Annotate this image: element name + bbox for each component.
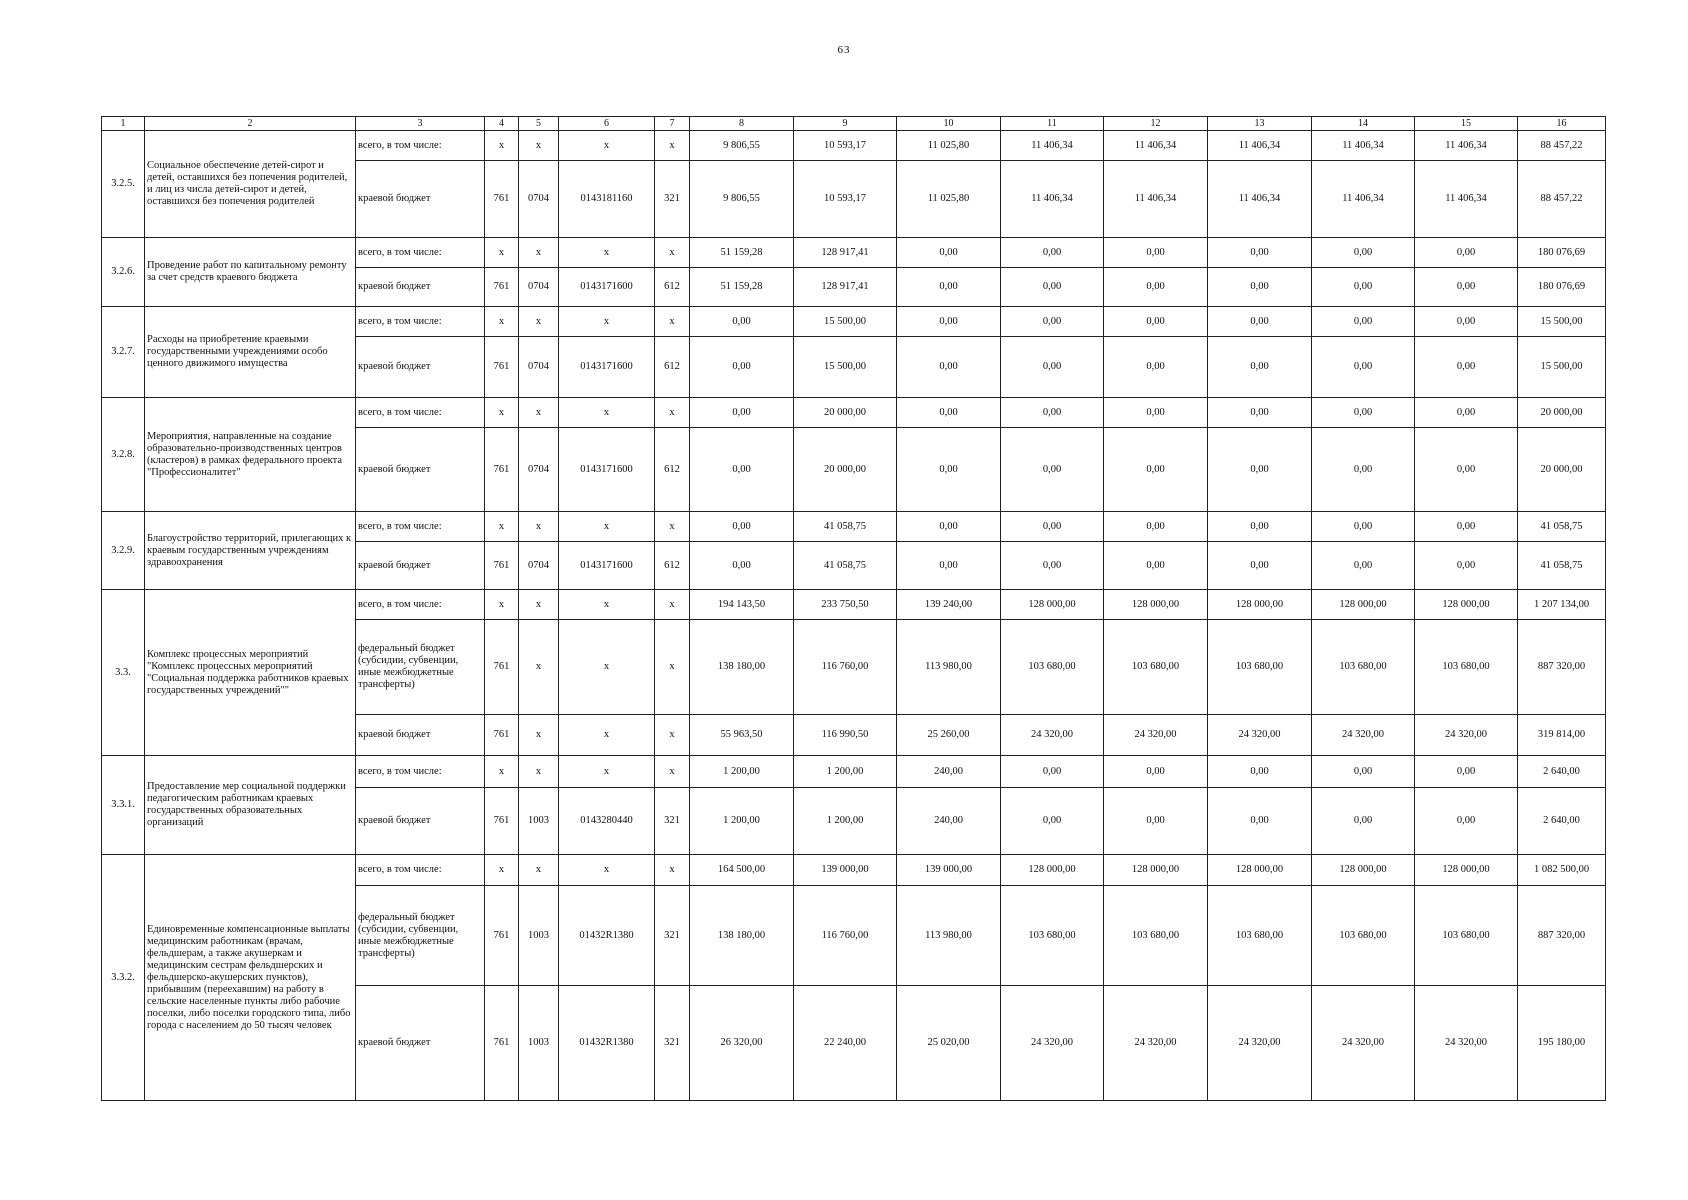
year-value: 0,00 — [1001, 756, 1104, 788]
section-code: x — [519, 620, 559, 715]
admin-code: 761 — [485, 715, 519, 756]
year-value: 25 260,00 — [897, 715, 1001, 756]
item-name: Благоустройство территорий, прилегающих к краевым государственным учреждениям здравоохранения — [145, 512, 356, 590]
funding-source: всего, в том числе: — [356, 756, 485, 788]
column-number: 7 — [655, 117, 690, 131]
year-value: 0,00 — [1104, 307, 1208, 337]
section-code: x — [519, 238, 559, 268]
total-value: 41 058,75 — [1518, 512, 1606, 542]
column-number: 11 — [1001, 117, 1104, 131]
item-name: Проведение работ по капитальному ремонту за счет средств краевого бюджета — [145, 238, 356, 307]
year-value: 24 320,00 — [1001, 986, 1104, 1101]
year-value: 0,00 — [1104, 542, 1208, 590]
table-row — [102, 131, 1606, 161]
year-value: 0,00 — [1312, 756, 1415, 788]
target-item-code: 0143171600 — [559, 542, 655, 590]
funding-source: краевой бюджет — [356, 268, 485, 307]
target-item-code: 0143171600 — [559, 428, 655, 512]
target-item-code: x — [559, 855, 655, 886]
funding-source: всего, в том числе: — [356, 131, 485, 161]
year-value: 1 200,00 — [794, 756, 897, 788]
year-value: 128 000,00 — [1312, 855, 1415, 886]
item-code: 3.3.2. — [102, 855, 145, 1101]
funding-source: всего, в том числе: — [356, 238, 485, 268]
section-code: 0704 — [519, 161, 559, 238]
year-value: 0,00 — [1208, 788, 1312, 855]
year-value: 139 000,00 — [794, 855, 897, 886]
year-value: 0,00 — [1104, 268, 1208, 307]
funding-source: краевой бюджет — [356, 337, 485, 398]
year-value: 240,00 — [897, 788, 1001, 855]
year-value: 0,00 — [897, 337, 1001, 398]
year-value: 233 750,50 — [794, 590, 897, 620]
year-value: 11 406,34 — [1001, 131, 1104, 161]
year-value: 0,00 — [1415, 337, 1518, 398]
expense-type-code: 612 — [655, 268, 690, 307]
year-value: 128 000,00 — [1104, 590, 1208, 620]
column-number: 10 — [897, 117, 1001, 131]
section-code: x — [519, 756, 559, 788]
year-value: 128 000,00 — [1208, 855, 1312, 886]
admin-code: 761 — [485, 268, 519, 307]
section-code: x — [519, 131, 559, 161]
year-value: 26 320,00 — [690, 986, 794, 1101]
year-value: 0,00 — [1104, 428, 1208, 512]
year-value: 103 680,00 — [1312, 886, 1415, 986]
year-value: 0,00 — [1104, 238, 1208, 268]
total-value: 88 457,22 — [1518, 131, 1606, 161]
section-code: 1003 — [519, 886, 559, 986]
year-value: 24 320,00 — [1208, 715, 1312, 756]
admin-code: 761 — [485, 542, 519, 590]
item-name: Расходы на приобретение краевыми государственными учреждениями особо ценного движимого имущества — [145, 307, 356, 398]
item-code: 3.2.5. — [102, 131, 145, 238]
year-value: 0,00 — [1415, 398, 1518, 428]
year-value: 128 000,00 — [1415, 590, 1518, 620]
total-value: 887 320,00 — [1518, 886, 1606, 986]
column-number-row — [102, 117, 1606, 131]
year-value: 9 806,55 — [690, 161, 794, 238]
expense-type-code: x — [655, 590, 690, 620]
year-value: 0,00 — [1001, 337, 1104, 398]
expense-type-code: x — [655, 307, 690, 337]
total-value: 15 500,00 — [1518, 307, 1606, 337]
table-row — [102, 756, 1606, 788]
year-value: 113 980,00 — [897, 886, 1001, 986]
item-name: Мероприятия, направленные на создание образовательно-производственных центров (кластеров) в рамках федерального проекта "Профессионалитет" — [145, 398, 356, 512]
year-value: 0,00 — [1208, 268, 1312, 307]
year-value: 0,00 — [897, 398, 1001, 428]
target-item-code: x — [559, 512, 655, 542]
year-value: 24 320,00 — [1415, 986, 1518, 1101]
target-item-code: x — [559, 238, 655, 268]
section-code: x — [519, 715, 559, 756]
year-value: 24 320,00 — [1312, 715, 1415, 756]
table-row — [102, 512, 1606, 542]
year-value: 11 406,34 — [1104, 131, 1208, 161]
year-value: 0,00 — [1415, 268, 1518, 307]
year-value: 103 680,00 — [1104, 886, 1208, 986]
year-value: 0,00 — [1415, 512, 1518, 542]
total-value: 195 180,00 — [1518, 986, 1606, 1101]
target-item-code: 0143181160 — [559, 161, 655, 238]
year-value: 11 406,34 — [1312, 161, 1415, 238]
year-value: 103 680,00 — [1415, 620, 1518, 715]
year-value: 0,00 — [1001, 398, 1104, 428]
year-value: 138 180,00 — [690, 620, 794, 715]
year-value: 24 320,00 — [1001, 715, 1104, 756]
column-number: 6 — [559, 117, 655, 131]
year-value: 0,00 — [690, 337, 794, 398]
year-value: 0,00 — [1208, 756, 1312, 788]
year-value: 15 500,00 — [794, 337, 897, 398]
admin-code: x — [485, 307, 519, 337]
year-value: 51 159,28 — [690, 238, 794, 268]
year-value: 103 680,00 — [1104, 620, 1208, 715]
year-value: 113 980,00 — [897, 620, 1001, 715]
item-code: 3.3. — [102, 590, 145, 756]
year-value: 0,00 — [1001, 788, 1104, 855]
target-item-code: x — [559, 756, 655, 788]
year-value: 116 990,50 — [794, 715, 897, 756]
year-value: 0,00 — [1415, 788, 1518, 855]
year-value: 0,00 — [690, 398, 794, 428]
year-value: 1 200,00 — [690, 788, 794, 855]
expense-type-code: 612 — [655, 428, 690, 512]
year-value: 0,00 — [1001, 428, 1104, 512]
total-value: 1 082 500,00 — [1518, 855, 1606, 886]
admin-code: 761 — [485, 337, 519, 398]
year-value: 15 500,00 — [794, 307, 897, 337]
funding-source: краевой бюджет — [356, 428, 485, 512]
admin-code: 761 — [485, 788, 519, 855]
section-code: 0704 — [519, 542, 559, 590]
year-value: 41 058,75 — [794, 512, 897, 542]
year-value: 103 680,00 — [1312, 620, 1415, 715]
year-value: 0,00 — [897, 512, 1001, 542]
year-value: 25 020,00 — [897, 986, 1001, 1101]
funding-source: федеральный бюджет (субсидии, субвенции, иные межбюджетные трансферты) — [356, 620, 485, 715]
year-value: 0,00 — [1208, 238, 1312, 268]
year-value: 103 680,00 — [1208, 620, 1312, 715]
target-item-code: 01432R1380 — [559, 986, 655, 1101]
expense-type-code: x — [655, 131, 690, 161]
year-value: 0,00 — [1104, 788, 1208, 855]
year-value: 24 320,00 — [1208, 986, 1312, 1101]
admin-code: x — [485, 398, 519, 428]
item-code: 3.3.1. — [102, 756, 145, 855]
funding-source: краевой бюджет — [356, 542, 485, 590]
table-row — [102, 238, 1606, 268]
year-value: 128 917,41 — [794, 268, 897, 307]
year-value: 1 200,00 — [794, 788, 897, 855]
total-value: 1 207 134,00 — [1518, 590, 1606, 620]
column-number: 9 — [794, 117, 897, 131]
section-code: x — [519, 590, 559, 620]
year-value: 0,00 — [1415, 428, 1518, 512]
funding-source: всего, в том числе: — [356, 398, 485, 428]
year-value: 128 000,00 — [1312, 590, 1415, 620]
section-code: x — [519, 398, 559, 428]
year-value: 0,00 — [1415, 542, 1518, 590]
year-value: 240,00 — [897, 756, 1001, 788]
item-code: 3.2.9. — [102, 512, 145, 590]
target-item-code: x — [559, 620, 655, 715]
year-value: 128 000,00 — [1208, 590, 1312, 620]
funding-source: краевой бюджет — [356, 986, 485, 1101]
year-value: 0,00 — [1208, 428, 1312, 512]
year-value: 0,00 — [1104, 756, 1208, 788]
total-value: 20 000,00 — [1518, 398, 1606, 428]
year-value: 55 963,50 — [690, 715, 794, 756]
expense-type-code: x — [655, 512, 690, 542]
funding-source: краевой бюджет — [356, 715, 485, 756]
year-value: 0,00 — [897, 542, 1001, 590]
target-item-code: x — [559, 398, 655, 428]
year-value: 138 180,00 — [690, 886, 794, 986]
year-value: 0,00 — [1415, 756, 1518, 788]
section-code: x — [519, 307, 559, 337]
column-number: 1 — [102, 117, 145, 131]
expense-type-code: 612 — [655, 542, 690, 590]
admin-code: 761 — [485, 428, 519, 512]
year-value: 103 680,00 — [1001, 886, 1104, 986]
year-value: 11 025,80 — [897, 131, 1001, 161]
year-value: 0,00 — [1001, 268, 1104, 307]
year-value: 103 680,00 — [1208, 886, 1312, 986]
year-value: 0,00 — [897, 428, 1001, 512]
admin-code: x — [485, 855, 519, 886]
year-value: 0,00 — [1312, 238, 1415, 268]
item-name: Социальное обеспечение детей-сирот и детей, оставшихся без попечения родителей, и лиц из числа детей-сирот и детей, оставшихся без попечения родителей — [145, 131, 356, 238]
column-number: 13 — [1208, 117, 1312, 131]
admin-code: 761 — [485, 620, 519, 715]
year-value: 0,00 — [1104, 398, 1208, 428]
year-value: 0,00 — [1001, 307, 1104, 337]
column-number: 5 — [519, 117, 559, 131]
section-code: 1003 — [519, 986, 559, 1101]
column-number: 8 — [690, 117, 794, 131]
year-value: 0,00 — [1415, 307, 1518, 337]
year-value: 11 406,34 — [1415, 131, 1518, 161]
target-item-code: 0143171600 — [559, 337, 655, 398]
column-number: 14 — [1312, 117, 1415, 131]
year-value: 128 000,00 — [1104, 855, 1208, 886]
table-body — [102, 117, 1606, 1101]
expense-type-code: x — [655, 715, 690, 756]
total-value: 180 076,69 — [1518, 268, 1606, 307]
year-value: 9 806,55 — [690, 131, 794, 161]
target-item-code: 0143171600 — [559, 268, 655, 307]
year-value: 11 406,34 — [1312, 131, 1415, 161]
total-value: 41 058,75 — [1518, 542, 1606, 590]
item-name: Предоставление мер социальной поддержки педагогическим работникам краевых государственных образовательных организаций — [145, 756, 356, 855]
expense-type-code: 321 — [655, 788, 690, 855]
expense-type-code: x — [655, 620, 690, 715]
year-value: 0,00 — [690, 542, 794, 590]
admin-code: x — [485, 512, 519, 542]
year-value: 116 760,00 — [794, 886, 897, 986]
year-value: 139 000,00 — [897, 855, 1001, 886]
admin-code: x — [485, 756, 519, 788]
section-code: 1003 — [519, 788, 559, 855]
target-item-code: x — [559, 131, 655, 161]
item-code: 3.2.8. — [102, 398, 145, 512]
year-value: 128 000,00 — [1001, 855, 1104, 886]
target-item-code: 01432R1380 — [559, 886, 655, 986]
year-value: 139 240,00 — [897, 590, 1001, 620]
year-value: 10 593,17 — [794, 161, 897, 238]
admin-code: 761 — [485, 161, 519, 238]
year-value: 11 406,34 — [1104, 161, 1208, 238]
year-value: 11 406,34 — [1208, 161, 1312, 238]
budget-table — [101, 116, 1606, 1101]
year-value: 22 240,00 — [794, 986, 897, 1101]
year-value: 0,00 — [1208, 512, 1312, 542]
admin-code: x — [485, 238, 519, 268]
table-row — [102, 307, 1606, 337]
section-code: x — [519, 512, 559, 542]
year-value: 0,00 — [1312, 268, 1415, 307]
total-value: 319 814,00 — [1518, 715, 1606, 756]
admin-code: 761 — [485, 886, 519, 986]
year-value: 1 200,00 — [690, 756, 794, 788]
year-value: 0,00 — [1208, 307, 1312, 337]
year-value: 0,00 — [1104, 512, 1208, 542]
year-value: 11 406,34 — [1208, 131, 1312, 161]
year-value: 41 058,75 — [794, 542, 897, 590]
year-value: 20 000,00 — [794, 398, 897, 428]
page-number: 63 — [837, 44, 851, 56]
year-value: 0,00 — [1312, 512, 1415, 542]
column-number: 16 — [1518, 117, 1606, 131]
funding-source: краевой бюджет — [356, 161, 485, 238]
admin-code: x — [485, 131, 519, 161]
total-value: 20 000,00 — [1518, 428, 1606, 512]
year-value: 0,00 — [690, 428, 794, 512]
year-value: 103 680,00 — [1415, 886, 1518, 986]
year-value: 51 159,28 — [690, 268, 794, 307]
total-value: 15 500,00 — [1518, 337, 1606, 398]
year-value: 0,00 — [1001, 238, 1104, 268]
year-value: 0,00 — [690, 307, 794, 337]
year-value: 128 000,00 — [1415, 855, 1518, 886]
funding-source: всего, в том числе: — [356, 512, 485, 542]
year-value: 0,00 — [1208, 337, 1312, 398]
total-value: 2 640,00 — [1518, 788, 1606, 855]
expense-type-code: 321 — [655, 886, 690, 986]
year-value: 116 760,00 — [794, 620, 897, 715]
admin-code: x — [485, 590, 519, 620]
funding-source: федеральный бюджет (субсидии, субвенции, иные межбюджетные трансферты) — [356, 886, 485, 986]
item-name: Комплекс процессных мероприятий "Комплекс процессных мероприятий "Социальная поддержка работников краевых государственных учреждений"" — [145, 590, 356, 756]
item-code: 3.2.7. — [102, 307, 145, 398]
section-code: x — [519, 855, 559, 886]
expense-type-code: 612 — [655, 337, 690, 398]
year-value: 24 320,00 — [1312, 986, 1415, 1101]
target-item-code: 0143280440 — [559, 788, 655, 855]
target-item-code: x — [559, 590, 655, 620]
column-number: 4 — [485, 117, 519, 131]
funding-source: всего, в том числе: — [356, 855, 485, 886]
year-value: 0,00 — [1208, 542, 1312, 590]
funding-source: всего, в том числе: — [356, 590, 485, 620]
year-value: 0,00 — [1415, 238, 1518, 268]
expense-type-code: 321 — [655, 161, 690, 238]
year-value: 0,00 — [1312, 788, 1415, 855]
year-value: 0,00 — [690, 512, 794, 542]
expense-type-code: x — [655, 756, 690, 788]
admin-code: 761 — [485, 986, 519, 1101]
year-value: 164 500,00 — [690, 855, 794, 886]
year-value: 128 000,00 — [1001, 590, 1104, 620]
column-number: 2 — [145, 117, 356, 131]
expense-type-code: x — [655, 855, 690, 886]
year-value: 0,00 — [1312, 428, 1415, 512]
year-value: 11 406,34 — [1415, 161, 1518, 238]
year-value: 194 143,50 — [690, 590, 794, 620]
section-code: 0704 — [519, 337, 559, 398]
year-value: 0,00 — [1312, 337, 1415, 398]
year-value: 103 680,00 — [1001, 620, 1104, 715]
year-value: 0,00 — [1001, 542, 1104, 590]
year-value: 0,00 — [1312, 542, 1415, 590]
column-number: 3 — [356, 117, 485, 131]
year-value: 11 025,80 — [897, 161, 1001, 238]
table-row — [102, 398, 1606, 428]
year-value: 0,00 — [1208, 398, 1312, 428]
total-value: 887 320,00 — [1518, 620, 1606, 715]
total-value: 180 076,69 — [1518, 238, 1606, 268]
total-value: 2 640,00 — [1518, 756, 1606, 788]
year-value: 24 320,00 — [1104, 986, 1208, 1101]
total-value: 88 457,22 — [1518, 161, 1606, 238]
funding-source: краевой бюджет — [356, 788, 485, 855]
year-value: 0,00 — [897, 238, 1001, 268]
expense-type-code: 321 — [655, 986, 690, 1101]
year-value: 24 320,00 — [1415, 715, 1518, 756]
year-value: 20 000,00 — [794, 428, 897, 512]
section-code: 0704 — [519, 428, 559, 512]
target-item-code: x — [559, 307, 655, 337]
year-value: 0,00 — [1312, 307, 1415, 337]
year-value: 0,00 — [1104, 337, 1208, 398]
column-number: 15 — [1415, 117, 1518, 131]
table-row — [102, 590, 1606, 620]
item-code: 3.2.6. — [102, 238, 145, 307]
year-value: 0,00 — [1312, 398, 1415, 428]
year-value: 11 406,34 — [1001, 161, 1104, 238]
target-item-code: x — [559, 715, 655, 756]
year-value: 24 320,00 — [1104, 715, 1208, 756]
year-value: 0,00 — [1001, 512, 1104, 542]
year-value: 0,00 — [897, 268, 1001, 307]
expense-type-code: x — [655, 398, 690, 428]
funding-source: всего, в том числе: — [356, 307, 485, 337]
section-code: 0704 — [519, 268, 559, 307]
item-name: Единовременные компенсационные выплаты медицинским работникам (врачам, фельдшерам, а также акушеркам и медицинским сестрам фельдшерских и фельдшерско-акушерских пунктов), прибывшим (переехавшим) на работу в сельские населенные пункты либо рабочие поселки, либо поселки городского типа, либо города с населением до 50 тысяч человек — [145, 855, 356, 1101]
table-row — [102, 855, 1606, 886]
year-value: 0,00 — [897, 307, 1001, 337]
column-number: 12 — [1104, 117, 1208, 131]
year-value: 10 593,17 — [794, 131, 897, 161]
expense-type-code: x — [655, 238, 690, 268]
year-value: 128 917,41 — [794, 238, 897, 268]
